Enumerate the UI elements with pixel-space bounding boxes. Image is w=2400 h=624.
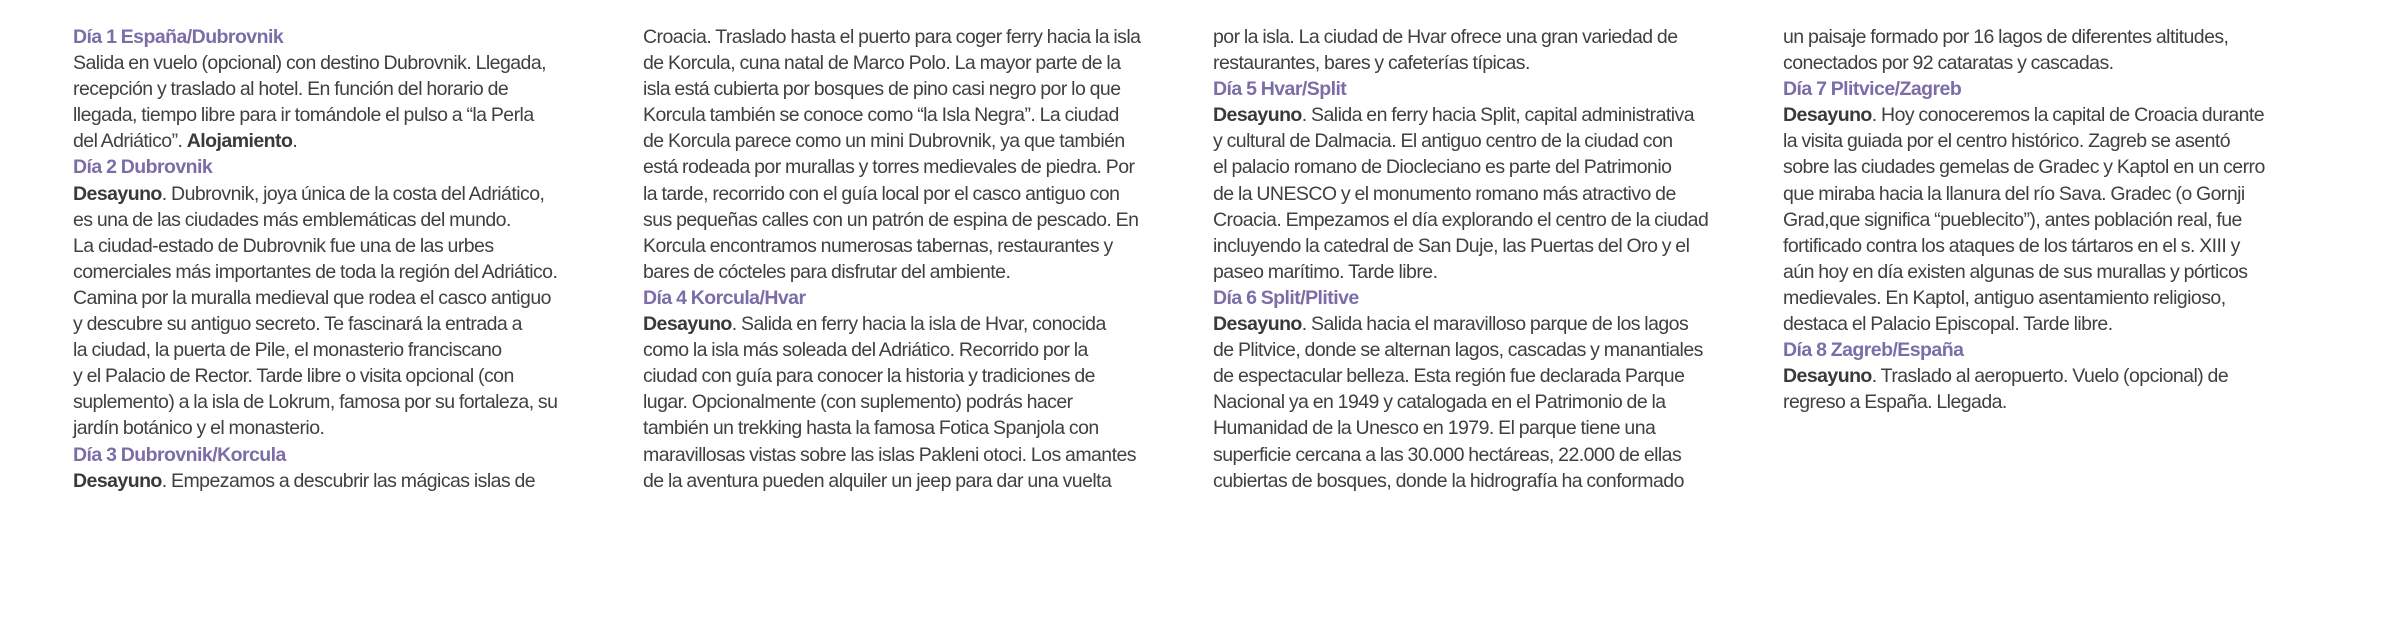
paragraph-line: ciudad con guía para conocer la historia y tradiciones de [643,365,1095,388]
desayuno-label: Desayuno [1783,365,1872,388]
paragraph-line [73,128,613,154]
paragraph-line: de espectacular belleza. Esta región fue declarada Parque [1213,365,1685,388]
paragraph-text: . Salida hacia el maravilloso parque de los lagos [1301,313,1689,336]
paragraph-line: y descubre su antiguo secreto. Te fascinará la entrada a [73,313,522,336]
paragraph-line: recepción y traslado al hotel. En función del horario de [73,78,509,101]
paragraph-line: jardín botánico y el monasterio. [73,417,325,440]
paragraph-line: incluyendo la catedral de San Duje, las Puertas del Oro y el [1213,234,1690,257]
paragraph-line: destaca el Palacio Episcopal. Tarde libre. [1783,313,2113,336]
paragraph-line: suplemento) a la isla de Lokrum, famosa por su fortaleza, su [73,391,558,414]
paragraph-text: . Dubrovnik, joya única de la costa del Adriático, [161,182,545,205]
desayuno-label: Desayuno [1213,104,1302,127]
paragraph-line: cubiertas de bosques, donde la hidrografía ha conformado [1213,469,1684,492]
itinerary-column-3 [1213,24,1753,494]
paragraph-line: la ciudad, la puerta de Pile, el monasterio franciscano [73,339,502,362]
paragraph-text: . [292,130,298,153]
paragraph-line: llegada, tiempo libre para ir tomándole el pulso a “la Perla [73,104,534,127]
paragraph-line: un paisaje formado por 16 lagos de diferentes altitudes, [1783,26,2229,48]
paragraph-line: Korcula también se conoce como “la Isla Negra”. La ciudad [643,104,1119,127]
paragraph-line: paseo marítimo. Tarde libre. [1213,260,1438,283]
paragraph-line: también un trekking hasta la famosa Fotica Spanjola con [643,417,1099,440]
paragraph-line [1783,102,2343,128]
paragraph-text: del Adriático”. [73,130,187,153]
desayuno-label: Desayuno [73,469,162,492]
itinerary-column-2 [643,24,1183,494]
desayuno-label: Desayuno [1783,104,1872,127]
paragraph-line: comerciales más importantes de toda la región del Adriático. [73,260,558,283]
paragraph-line: está rodeada por murallas y torres medievales de piedra. Por [643,156,1135,179]
paragraph-line: de la UNESCO y el monumento romano más atractivo de [1213,182,1676,205]
paragraph-line: de Plitvice, donde se alternan lagos, cascadas y manantiales [1213,339,1703,362]
paragraph-line: Camina por la muralla medieval que rodea el casco antiguo [73,286,551,309]
paragraph-text: . Traslado al aeropuerto. Vuelo (opcional) de [1871,365,2229,388]
paragraph-line: bares de cócteles para disfrutar del ambiente. [643,260,1011,283]
paragraph-line: sus pequeñas calles con un patrón de espina de pescado. En [643,208,1139,231]
paragraph-line: y el Palacio de Rector. Tarde libre o visita opcional (con [73,365,514,388]
paragraph-line: aún hoy en día existen algunas de sus murallas y pórticos [1783,260,2248,283]
paragraph-line: Salida en vuelo (opcional) con destino Dubrovnik. Llegada, [73,52,547,75]
itinerary-column-4 [1783,24,2343,415]
paragraph-line: conectados por 92 cataratas y cascadas. [1783,52,2114,75]
paragraph-line: Croacia. Empezamos el día explorando el centro de la ciudad [1213,208,1709,231]
paragraph-line: y cultural de Dalmacia. El antiguo centro de la ciudad con [1213,130,1673,153]
paragraph-line: el palacio romano de Diocleciano es parte del Patrimonio [1213,156,1672,179]
paragraph-line: lugar. Opcionalmente (con suplemento) podrás hacer [643,391,1073,414]
paragraph-line: de la aventura pueden alquiler un jeep para dar una vuelta [643,469,1112,492]
alojamiento-label: Alojamiento [186,130,293,153]
desayuno-label: Desayuno [73,182,162,205]
paragraph-line: de Korcula, cuna natal de Marco Polo. La mayor parte de la [643,52,1121,75]
paragraph-line: como la isla más soleada del Adriático. Recorrido por la [643,339,1088,362]
paragraph-line: Humanidad de la Unesco en 1979. El parque tiene una [1213,417,1656,440]
paragraph-line: la tarde, recorrido con el guía local por el casco antiguo con [643,182,1120,205]
day-heading: Día 2 Dubrovnik [73,156,213,179]
paragraph-line [73,181,613,207]
paragraph-text: . Empezamos a descubrir las mágicas islas de [161,469,536,492]
paragraph-line [73,468,613,494]
paragraph-line: que miraba hacia la llanura del río Sava. Gradec (o Gornji [1783,182,2245,205]
paragraph-line: Korcula encontramos numerosas tabernas, restaurantes y [643,234,1113,257]
paragraph-line [1783,363,2343,389]
day-heading: Día 3 Dubrovnik/Korcula [73,443,286,466]
day-heading: Día 4 Korcula/Hvar [643,286,806,309]
desayuno-label: Desayuno [1213,313,1302,336]
day-heading: Día 8 Zagreb/España [1783,339,1964,362]
paragraph-text: . Salida en ferry hacia Split, capital administrativa [1301,104,1695,127]
paragraph-text: . Salida en ferry hacia la isla de Hvar, conocida [731,313,1106,336]
day-heading: Día 7 Plitvice/Zagreb [1783,78,1962,101]
day-heading: Día 1 España/Dubrovnik [73,26,284,48]
paragraph-line: la visita guiada por el centro histórico. Zagreb se asentó [1783,130,2231,153]
paragraph-line: por la isla. La ciudad de Hvar ofrece una gran variedad de [1213,26,1678,48]
day-heading: Día 5 Hvar/Split [1213,78,1347,101]
desayuno-label: Desayuno [643,313,732,336]
paragraph-line: isla está cubierta por bosques de pino casi negro por lo que [643,78,1121,101]
paragraph-line: Grad,que significa “pueblecito”), antes población real, fue [1783,208,2242,231]
paragraph-line: regreso a España. Llegada. [1783,391,2007,414]
paragraph-line: fortificado contra los ataques de los tártaros en el s. XIII y [1783,234,2240,257]
paragraph-line: La ciudad-estado de Dubrovnik fue una de las urbes [73,234,494,257]
itinerary-column-1 [73,24,613,494]
paragraph-line: maravillosas vistas sobre las islas Pakleni otoci. Los amantes [643,443,1136,466]
paragraph-line: Nacional ya en 1949 y catalogada en el Patrimonio de la [1213,391,1666,414]
day-heading: Día 6 Split/Plitive [1213,286,1359,309]
paragraph-line [1213,102,1753,128]
paragraph-line: de Korcula parece como un mini Dubrovnik, ya que también [643,130,1125,153]
paragraph-line: sobre las ciudades gemelas de Gradec y Kaptol en un cerro [1783,156,2265,179]
paragraph-text: . Hoy conoceremos la capital de Croacia durante [1871,104,2265,127]
paragraph-line: es una de las ciudades más emblemáticas del mundo. [73,208,511,231]
paragraph-line [643,311,1183,337]
paragraph-line [1213,311,1753,337]
paragraph-line: superficie cercana a las 30.000 hectáreas, 22.000 de ellas [1213,443,1682,466]
paragraph-line: medievales. En Kaptol, antiguo asentamiento religioso, [1783,286,2226,309]
paragraph-line: restaurantes, bares y cafeterías típicas. [1213,52,1530,75]
paragraph-line: Croacia. Traslado hasta el puerto para coger ferry hacia la isla [643,26,1141,48]
